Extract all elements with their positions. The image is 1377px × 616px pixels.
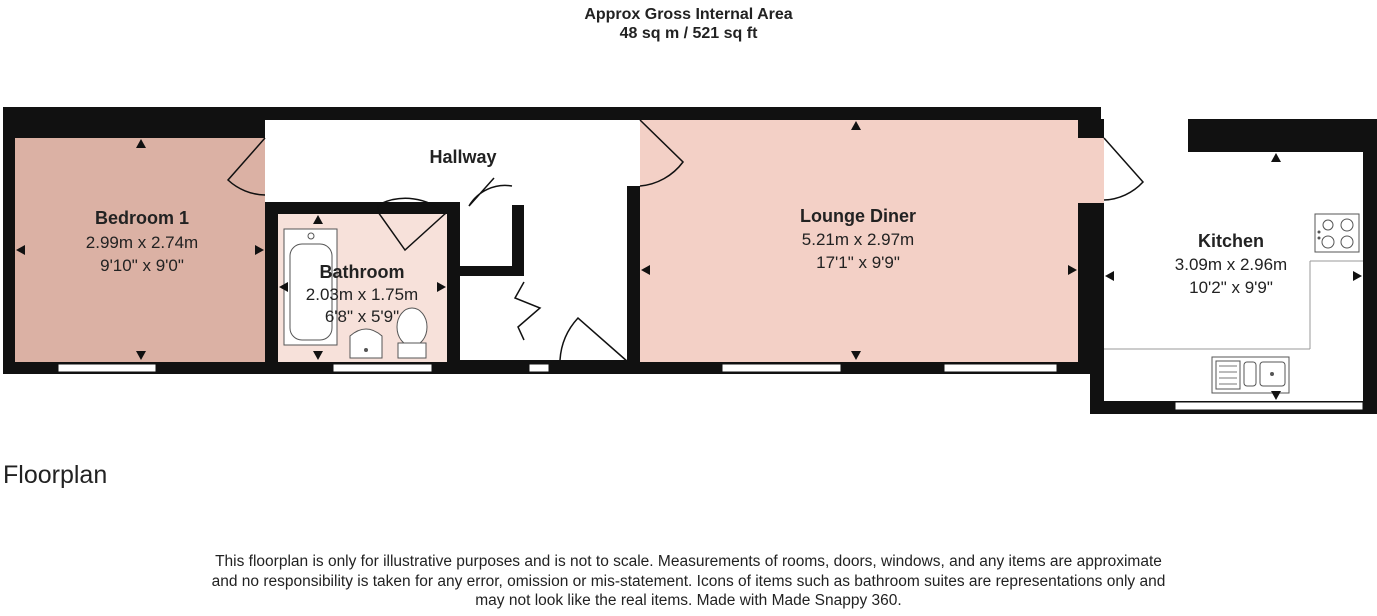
area-title: Approx Gross Internal Area	[584, 6, 793, 23]
hallway-floor-lower	[447, 202, 640, 360]
kitchen-sink-icon	[1212, 357, 1289, 393]
lounge-imperial: 17'1" x 9'9"	[816, 253, 900, 272]
lounge-door-recess	[1078, 138, 1104, 203]
toilet-icon	[397, 308, 427, 358]
hall-window	[529, 364, 549, 372]
bedroom-window	[58, 364, 156, 372]
basin-icon	[350, 329, 382, 358]
bedroom-imperial: 9'10" x 9'0"	[100, 256, 184, 275]
bedroom-metric: 2.99m x 2.74m	[85, 233, 199, 252]
cupboard-wall-side	[512, 205, 524, 276]
lounge-window-right	[944, 364, 1057, 372]
hall-wall	[447, 202, 460, 362]
kitchen-metric: 3.09m x 2.96m	[1174, 255, 1288, 274]
hallway-name: Hallway	[429, 147, 497, 167]
bedroom-name: Bedroom 1	[94, 208, 190, 228]
lounge-name: Lounge Diner	[800, 206, 916, 226]
kitchen-window	[1175, 402, 1363, 410]
disclaimer-line-2: and no responsibility is taken for any error, omission or mis-statement. Icons of items such as bathroom suites are representations only and	[211, 572, 1166, 590]
floorplan-label: Floorplan	[3, 461, 108, 489]
disclaimer-line-1: This floorplan is only for illustrative purposes and is not to scale. Measurements of rooms, doors, windows, and any items are approximate	[215, 553, 1162, 570]
lounge-left-wall	[627, 186, 640, 362]
disclaimer	[0, 552, 1377, 611]
bathroom-window	[333, 364, 432, 372]
bathroom-imperial: 6'8" x 5'9"	[324, 307, 400, 326]
hob-icon	[1315, 214, 1359, 252]
area-value: 48 sq m / 521 sq ft	[619, 25, 758, 42]
lounge-window-left	[722, 364, 841, 372]
kitchen-floor-top	[1104, 119, 1188, 152]
bathroom-metric: 2.03m x 1.75m	[305, 285, 419, 304]
disclaimer-line-3: may not look like the real items. Made with Made Snappy 360.	[475, 592, 902, 609]
kitchen-name: Kitchen	[1197, 231, 1265, 251]
lounge-metric: 5.21m x 2.97m	[801, 230, 915, 249]
bathroom-name: Bathroom	[319, 262, 405, 282]
kitchen-imperial: 10'2" x 9'9"	[1189, 278, 1273, 297]
